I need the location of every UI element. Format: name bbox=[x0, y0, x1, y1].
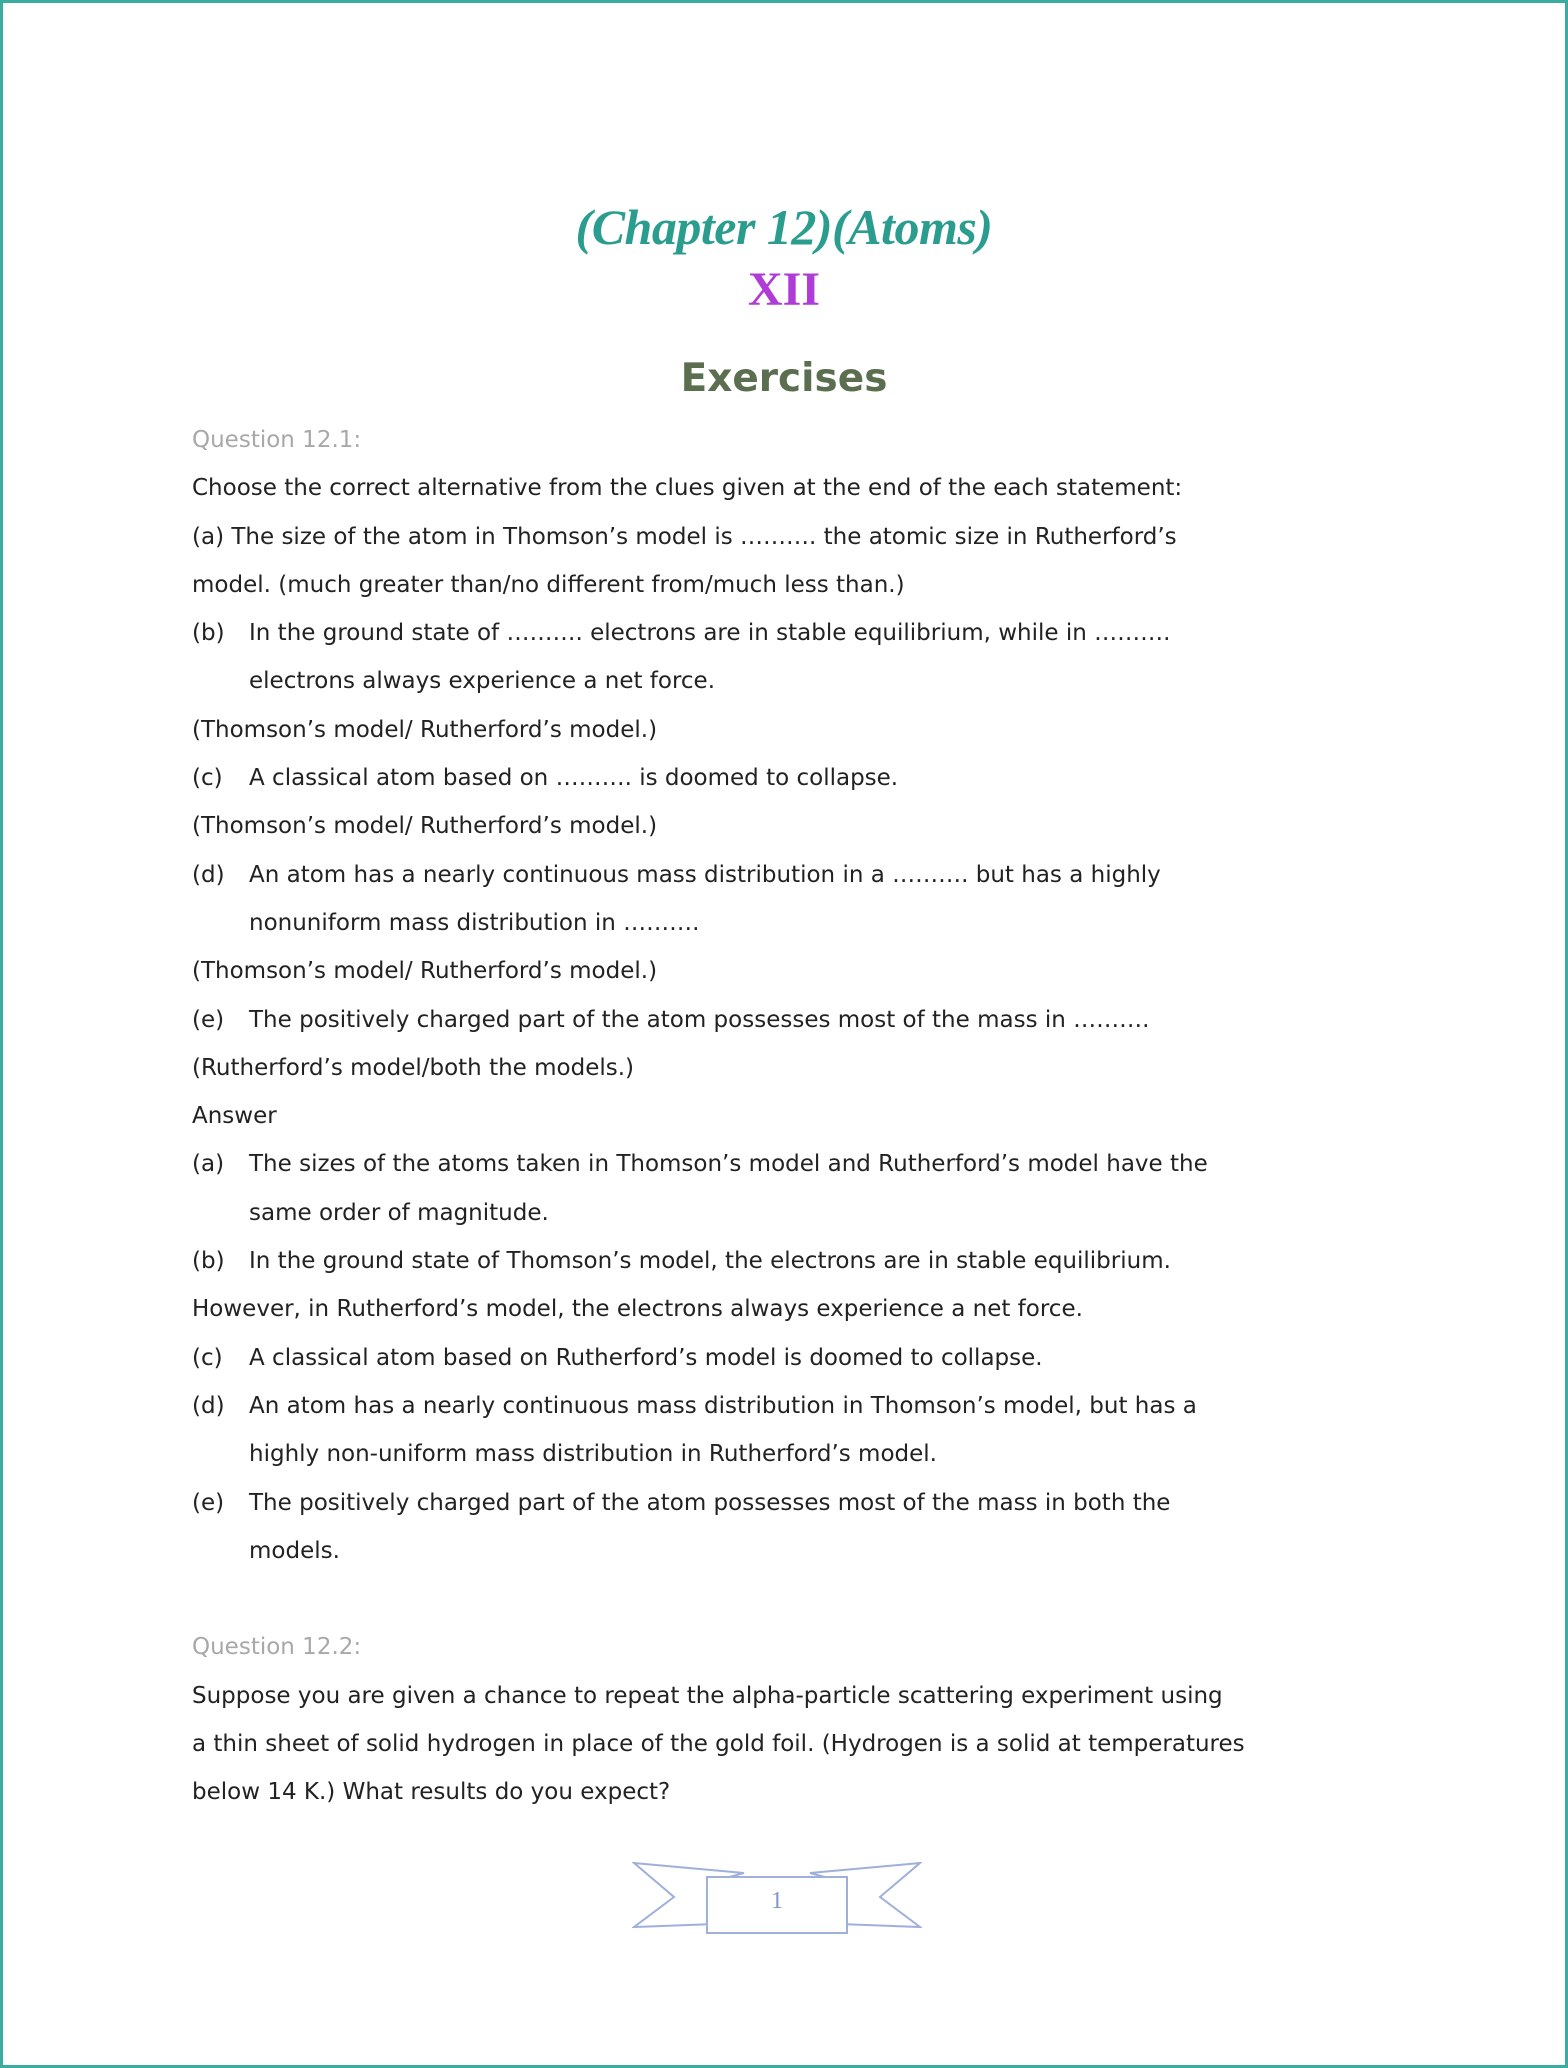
item-label: (b) bbox=[192, 1248, 225, 1275]
text-line: model. (much greater than/no different from/much less than.) bbox=[192, 571, 905, 598]
item-label: (c) bbox=[192, 1344, 223, 1371]
item-text: The positively charged part of the atom possesses most of the mass in ………. bbox=[249, 1006, 1150, 1033]
item-text: The sizes of the atoms taken in Thomson’s model and Rutherford’s model have the bbox=[249, 1151, 1208, 1178]
text-line: Suppose you are given a chance to repeat the alpha-particle scattering experiment using bbox=[192, 1682, 1223, 1709]
item-label: (c) bbox=[192, 765, 223, 792]
text-line bbox=[192, 996, 1432, 1044]
chapter-title: (Chapter 12)(Atoms) bbox=[575, 199, 993, 255]
text-line: However, in Rutherford’s model, the electrons always experience a net force. bbox=[192, 1296, 1083, 1323]
item-label: (e) bbox=[192, 1489, 225, 1516]
text-line bbox=[192, 1479, 1432, 1527]
item-label: (d) bbox=[192, 1392, 225, 1419]
text-line bbox=[192, 1382, 1432, 1430]
text-line: (Rutherford’s model/both the models.) bbox=[192, 1054, 635, 1081]
text-line: (a) The size of the atom in Thomson’s model is ………. the atomic size in Rutherford’s bbox=[192, 523, 1177, 550]
text-line: nonuniform mass distribution in ………. bbox=[249, 909, 700, 936]
text-line bbox=[192, 1140, 1432, 1188]
text-line bbox=[192, 609, 1432, 657]
item-text: The positively charged part of the atom possesses most of the mass in both the bbox=[249, 1489, 1171, 1516]
question-heading: Question 12.1: bbox=[192, 427, 362, 453]
item-text: In the ground state of ………. electrons are in stable equilibrium, while in ………. bbox=[249, 620, 1171, 647]
page-number: 1 bbox=[771, 1888, 783, 1914]
text-line: same order of magnitude. bbox=[249, 1199, 549, 1226]
question-heading: Question 12.2: bbox=[192, 1634, 362, 1661]
text-line: (Thomson’s model/ Rutherford’s model.) bbox=[192, 716, 658, 743]
spacer bbox=[192, 1575, 1432, 1623]
item-label: (d) bbox=[192, 861, 225, 888]
item-label: (b) bbox=[192, 620, 225, 647]
text-line bbox=[192, 754, 1432, 802]
text-line: electrons always experience a net force. bbox=[249, 668, 716, 695]
class-grade: XII bbox=[747, 263, 821, 316]
item-text: An atom has a nearly continuous mass distribution in Thomson’s model, but has a bbox=[249, 1392, 1197, 1419]
document-body bbox=[192, 416, 1432, 1817]
text-line: models. bbox=[249, 1537, 340, 1564]
text-line: a thin sheet of solid hydrogen in place of the gold foil. (Hydrogen is a solid at temperatures bbox=[192, 1731, 1245, 1758]
text-line: (Thomson’s model/ Rutherford’s model.) bbox=[192, 958, 658, 985]
section-heading: Exercises bbox=[680, 356, 888, 401]
item-label: (a) bbox=[192, 1151, 225, 1178]
text-line bbox=[192, 1237, 1432, 1285]
text-line: highly non-uniform mass distribution in Rutherford’s model. bbox=[249, 1441, 937, 1468]
item-label: (e) bbox=[192, 1006, 225, 1033]
item-text: A classical atom based on ………. is doomed to collapse. bbox=[249, 765, 899, 792]
text-line: (Thomson’s model/ Rutherford’s model.) bbox=[192, 813, 658, 840]
item-text: A classical atom based on Rutherford’s model is doomed to collapse. bbox=[249, 1344, 1043, 1371]
text-line: Answer bbox=[192, 1103, 277, 1130]
text-line: below 14 K.) What results do you expect? bbox=[192, 1779, 671, 1806]
text-line bbox=[192, 1334, 1432, 1382]
text-line: Choose the correct alternative from the clues given at the end of the each statement: bbox=[192, 475, 1183, 502]
item-text: An atom has a nearly continuous mass distribution in a ………. but has a highly bbox=[249, 861, 1161, 888]
text-line bbox=[192, 851, 1432, 899]
item-text: In the ground state of Thomson’s model, the electrons are in stable equilibrium. bbox=[249, 1248, 1171, 1275]
